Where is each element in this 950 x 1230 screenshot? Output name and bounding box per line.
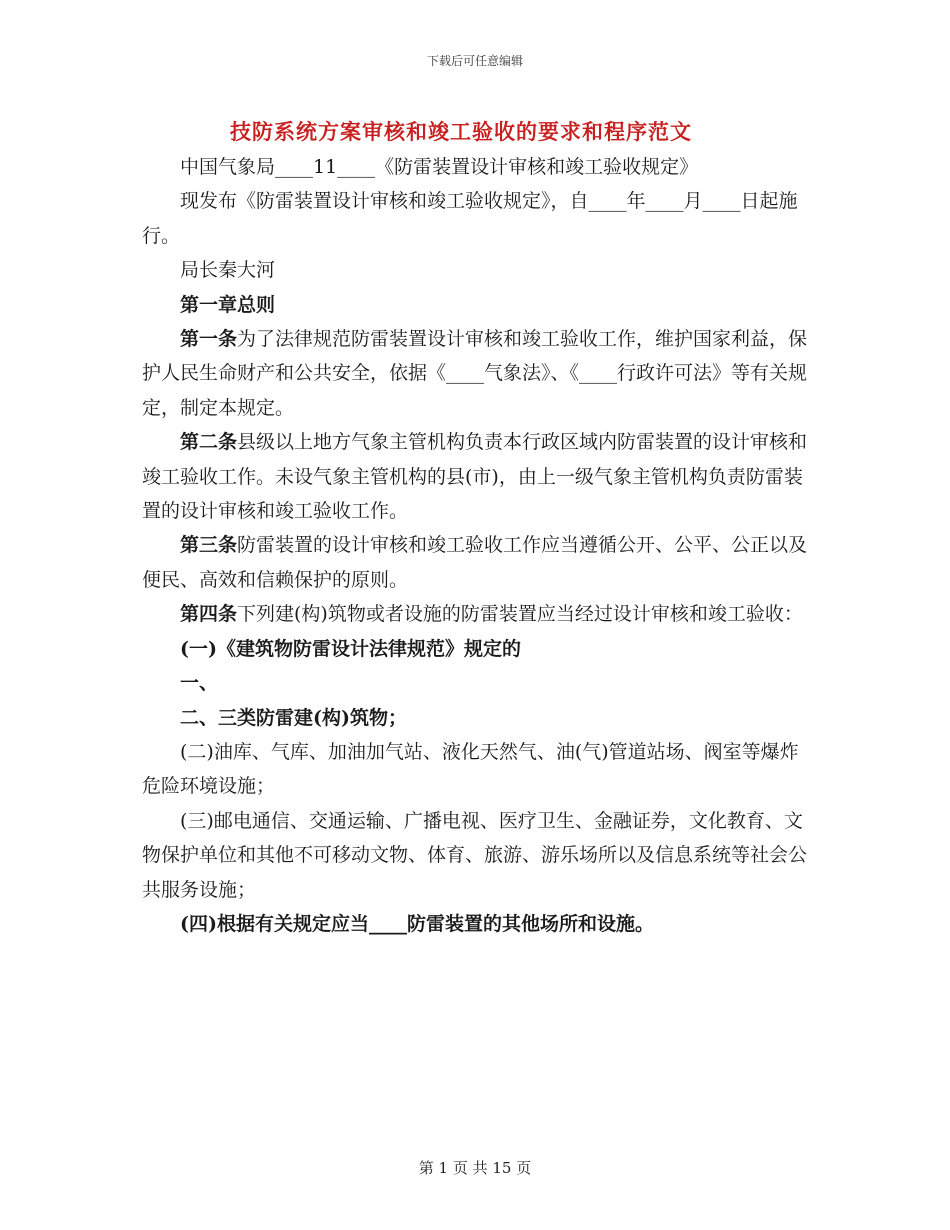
- list-item: 二、三类防雷建(构)筑物；: [180, 706, 407, 729]
- article: 第四条下列建(构)筑物或者设施的防雷装置应当经过设计审核和竣工验收：: [180, 603, 803, 626]
- paragraph: 现发布《防雷装置设计审核和竣工验收规定》，自____年____月____日起施行。: [142, 190, 798, 247]
- page-header: 下载后可任意编辑: [426, 54, 523, 68]
- page-number: 第 1 页 共 15 页: [418, 1159, 532, 1177]
- chapter-heading: 第一章总则: [180, 293, 276, 316]
- article: 第二条县级以上地方气象主管机构负责本行政区域内防雷装置的设计审核和竣工验收工作。未设气象主管机构的县(市)，由上一级气象主管机构负责防雷装置的设计审核和竣工验收工作。: [142, 431, 808, 523]
- document-title: 技防系统方案审核和竣工验收的要求和程序范文: [230, 119, 692, 144]
- list-item: (四)根据有关规定应当____防雷装置的其他场所和设施。: [180, 912, 654, 935]
- article: 第三条防雷装置的设计审核和竣工验收工作应当遵循公开、公平、公正以及便民、高效和信赖保护的原则。: [142, 534, 808, 591]
- paragraph: 局长秦大河: [180, 259, 276, 282]
- list-item: 一、: [180, 672, 219, 695]
- list-item: (一)《建筑物防雷设计法律规范》规定的: [180, 637, 521, 660]
- list-item: (二)油库、气库、加油加气站、液化天然气、油(气)管道站场、阀室等爆炸危险环境设施；: [142, 740, 799, 798]
- paragraph: 中国气象局____11____《防雷装置设计审核和竣工验收规定》: [180, 156, 699, 178]
- document-body: [142, 150, 810, 941]
- list-item: (三)邮电通信、交通运输、广播电视、医疗卫生、金融证券，文化教育、文物保护单位和其他不可移动文物、体育、旅游、游乐场所以及信息系统等社会公共服务设施；: [142, 809, 808, 901]
- article: 第一条为了法律规范防雷装置设计审核和竣工验收工作，维护国家利益，保护人民生命财产和公共安全，依据《____气象法》、《____行政许可法》等有关规定，制定本规定。: [142, 328, 808, 419]
